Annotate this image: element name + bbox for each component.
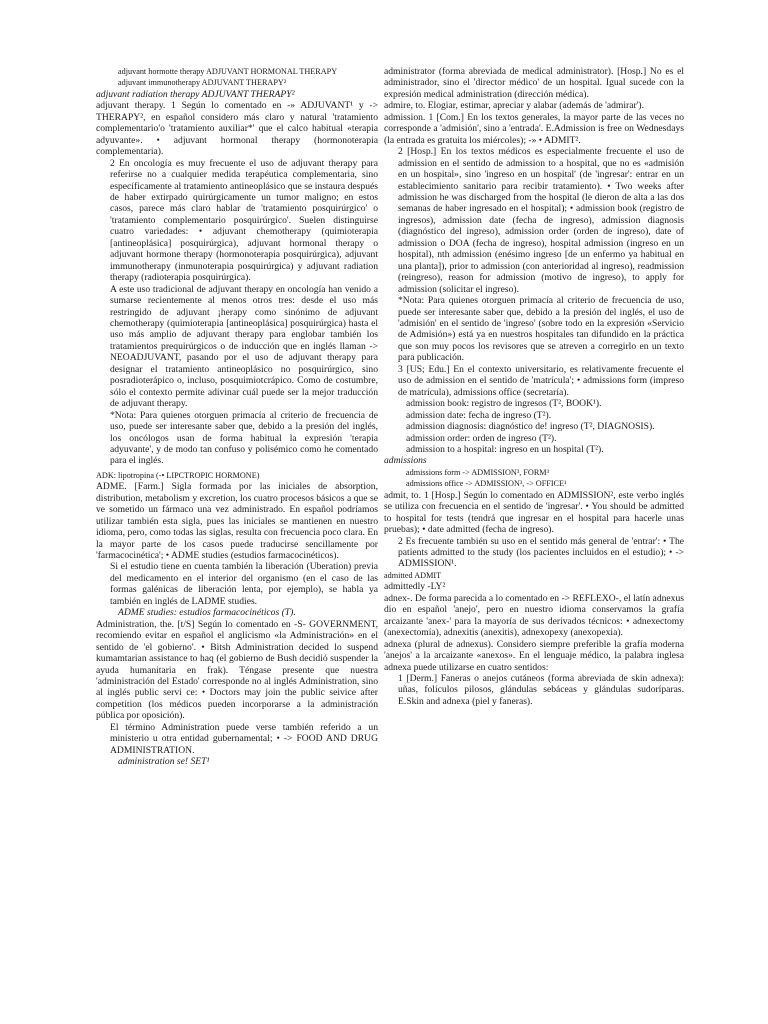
entry-adjuvant-therapy: adjuvant therapy. 1 Según lo comentado en -» ADJUVANT¹ y -> THERAPY², en español considero más claro y natural 'tratamiento complementario'o 'tratamiento auxiliar*' que el calco habitual «terapia adyuvante». • adjuvant hormonal therapy (hormonoterapia complementaria). <box>96 100 378 158</box>
entry-admission: admission. 1 [Com.] En los textos generales, la mayor parte de las veces no corresponde a 'admisión', sino a 'entrada'. E.Admission is free on Wednesdays (la entrada es gratuita los miércoles); -» • ADMIT². <box>384 111 684 146</box>
entry-admission-hosp: 2 [Hosp.] En los textos médicos es especialmente frecuente el uso de admission en el sentido de admission to a hospital, que no es «admisión en un hospital», sino 'ingreso en un hospital' (de 'ingresar': entrar en un establecimiento sanitario para recibir tratamiento). • Two weeks after admission he was discharged from the hospital (le dieron de alta a las dos semanas de haber ingresado en el hospital); • admission book (registro de ingresos), admission date (fecha de ingreso), admission diagnosis (diagnóstico del ingreso), admission order (orden de ingreso), date of admission o DOA (fecha de ingreso), hospital admission (ingreso en un hospital), nth admission (enésimo ingreso [de un enfermo ya habitual en una planta]), prior to admission (con anterioridad al ingreso), readmission (reingreso), reason for admission (motivo de ingreso), to apply for admission (solicitar el ingreso). <box>398 146 684 295</box>
entry-adnex: adnex-. De forma parecida a lo comentado en -> REFLEXO-, el latín adnexus dio en español 'anejo', pero en nuestro idioma conservamos la grafía arcaizante 'anex-' para la mayoría de sus derivados técnicos: • adnexectomy (anexectomía), adnexitis (anexitis), adnexopexy (anexopexia). <box>384 592 684 639</box>
entry-admission-date: admission date: fecha de ingreso (T²). <box>406 409 552 421</box>
entry-admission-diagnosis: admission diagnosis: diagnóstico de! ingreso (T², DIAGNOSIS). <box>406 421 655 433</box>
left-column <box>96 66 378 768</box>
entry-adjuvant-therapy-sense-2: 2 En oncología es muy frecuente el uso de adjuvant therapy para referirse no a cualquier medida terapéutica complementaria, sino específicamente al tratamiento antineoplásico que se instaura después de haber extirpado quirúrgicamente un tumor maligno; en estos casos, parece más claro hablar de 'tratamiento posquirúrgico' o 'tratamiento complementario posquirúrgico'. Suelen distinguirse cuatro variedades: • adjuvant chemotherapy (quimioterapia [antineoplásica] posquirúrgica), adjuvant hormonal therapy o adjuvant hormone therapy (hormonoterapia posquirúrgica), adjuvant immunotherapy (inmunoterapia posquirúrgica) y adjuvant radiation therapy (radioterapia posquirúrgica). <box>110 157 378 284</box>
entry-admit-sense-2: 2 Es frecuente también su uso en el sentido más general de 'entrar': • The patients admitted to the study (los pacientes incluidos en el estudio); • -> ADMISSION¹. <box>398 535 684 570</box>
entry-admission-order: admission order: orden de ingreso (T²). <box>406 432 557 444</box>
entry-admire: admire, to. Elogiar, estimar, apreciar y alabar (además de 'admirar'). <box>384 100 644 112</box>
entry-admission-to-hospital: admission to a hospital: ingreso en un hospital (T²). <box>406 443 604 455</box>
entry-admissions: admissions <box>384 455 427 467</box>
entry-adnexa-derm: 1 [Derm.] Faneras o anejos cutáneos (forma abreviada de skin adnexa): uñas, folículos pilosos, glándulas sebáceas y glándulas sudoríparas. E.Skin and adnexa (piel y faneras). <box>398 673 684 707</box>
entry-admittedly: admittedly -LY² <box>384 581 446 593</box>
right-column <box>384 66 684 707</box>
entry-adme-ladme: Si el estudio tiene en cuenta también la liberación (Uberation) previa del medicamento en el interior del organismo (en el caso de las formas galénicas de liberación lenta, por ejemplo), se habla ya también en inglés de LADME studies. <box>110 561 378 607</box>
entry-admission-note: *Nota: Para quienes otorguen primacía al criterio de frecuencia de uso, puede ser interesante saber que, debido a la presión del inglés, el uso de 'admisión' en el sentido de 'ingreso' (sobre todo en la expresión «Servicio de Admisión») está ya en nuestros hospitales tan difundido en la práctica que son muy pocos los revisores que se atreven a corregirlo en un texto para publicación. <box>398 295 684 364</box>
entry-administrator: administrator (forma abreviada de medical administrator). [Hosp.] No es el administrador, sino el 'director médico' de un hospital. Igual sucede con la expresión medical administration (dirección médica). <box>384 66 684 100</box>
entry-adjuvant-therapy-other-uses: A este uso tradicional de adjuvant therapy en oncología han venido a sumarse recientemente al menos otros tres: desde el uso más restringido de adjuvant ¡herapy como sinónimo de adjuvant chemotherapy (quimioterapia [antineoplásica] posquirúrgica) hasta el uso más amplio de adjuvant therapy para englobar también los tratamientos prequirúrgicos o de inducción que en inglés llaman -> NEOADJUVANT, pasando por el uso de adjuvant therapy para designar el tratamiento antineoplásico no posquirúrgico, sino posradioterápico o, incluso, posquimiotcrápico. Como de costumbre, sólo el contexto permite adivinar cuál puede ser la mejor traducción de adjuvant therapy. <box>110 283 378 410</box>
entry-administration-the: Administration, the. [t/S] Según lo comentado en -S- GOVERNMENT, recomiendo evitar en español el anglicismo «la Administración» en el sentido de 'el gobierno'. • Bitsh Administration decided lo suspend kumamtarian assistance to haq (el gobierno de Bush decidió suspender la ayuda humanitaria en frak). Téngase presente que nuestra 'administración del Estado' corresponde no al inglés Administration, sino al inglés public servi ce: • Doctors may join the public seivice after competition (los médicos pueden incorporarse a la administración pública por oposición). <box>96 618 378 722</box>
entry-adnexa: adnexa (plural de adnexus). Considero siempre preferible la grafía moderna 'anejos' a la arcaizante «anexos». En el lenguaje médico, la palabra inglesa adnexa puede utilizarse en cuatro sentidos: <box>384 638 684 673</box>
entry-adk: ADK: lipotropina (-• LIPCTROPIC HORMONE) <box>96 470 260 480</box>
entry-admit: admit, to. 1 [Hosp.] Según lo comentado en ADMISSION², este verbo inglés se utiliza con frecuencia en el sentido de 'ingresar'. • You should be admitted to hospital for tests (tendrá que ingresar en el hospital para hacerle unas pruebas); • date admitted (fecha de ingreso). <box>384 489 684 536</box>
entry-administration-set: administration se! SET¹ <box>118 756 210 768</box>
entry-adjuvant-therapy-note: *Nota: Para quienes otorguen primacía al criterio de frecuencia de uso, puede ser interesante saber que, debido a la presión del inglés, los oncólogos usan de forma habitual la expresión 'terapia adyuvante', y de modo tan confuso y polisémico como he comentado para el inglés. <box>110 409 378 467</box>
entry-admitted: admitted ADMIT <box>384 570 442 580</box>
entry-admission-book: admission book: registro de ingresos (T², BOOK¹). <box>406 398 602 410</box>
entry-administration-term: El término Administration puede verse también referido a un ministerio u otra entidad gubernamental; • -> FOOD AND DRUG ADMINISTRATION. <box>110 721 378 756</box>
entry-adjuvant-radiation-therapy: adjuvant radiation therapy ADJUVANT THERAPY² <box>96 88 295 100</box>
entry-admissions-office: admissions office -> ADMISSION³, -> OFFICE¹ <box>406 479 567 489</box>
entry-adjuvant-hormone-therapy: adjuvant hormotte therapy ADJUVANT HORMONAL THERAPY <box>118 67 338 76</box>
entry-admissions-form: admissions form -> ADMISSION³, FORM³ <box>406 467 550 477</box>
entry-adjuvant-immunotherapy: adjuvant immunotherapy ADJUVANT THERAPY² <box>118 78 287 88</box>
entry-adme-studies: ADME studies: estudios farmacocinéticos (T). <box>118 607 296 619</box>
entry-adme: ADME. [Farm.] Sigla formada por las iniciales de absorption, distribution, metabolism y excretion, los cuatro procesos básicos a que se ve sometido un fármaco una vez administrado. En español podríamos utilizar también esta sigla, pues las iniciales se mantienen en nuestro idioma, pero, como todas las siglas, resulta con frecuencia poco clara. En la mayor parte de los casos puede traducirse sencillamente por 'farmacocinética'; • ADME studies (estudios farmacocinéticos). <box>96 481 378 562</box>
entry-admission-us: 3 [US; Edu.] En el contexto universitario, es relativamente frecuente el uso de admission en el sentido de 'matrícula'; • admissions form (impreso de matrícula), admissions office (secretaría). <box>398 363 684 398</box>
